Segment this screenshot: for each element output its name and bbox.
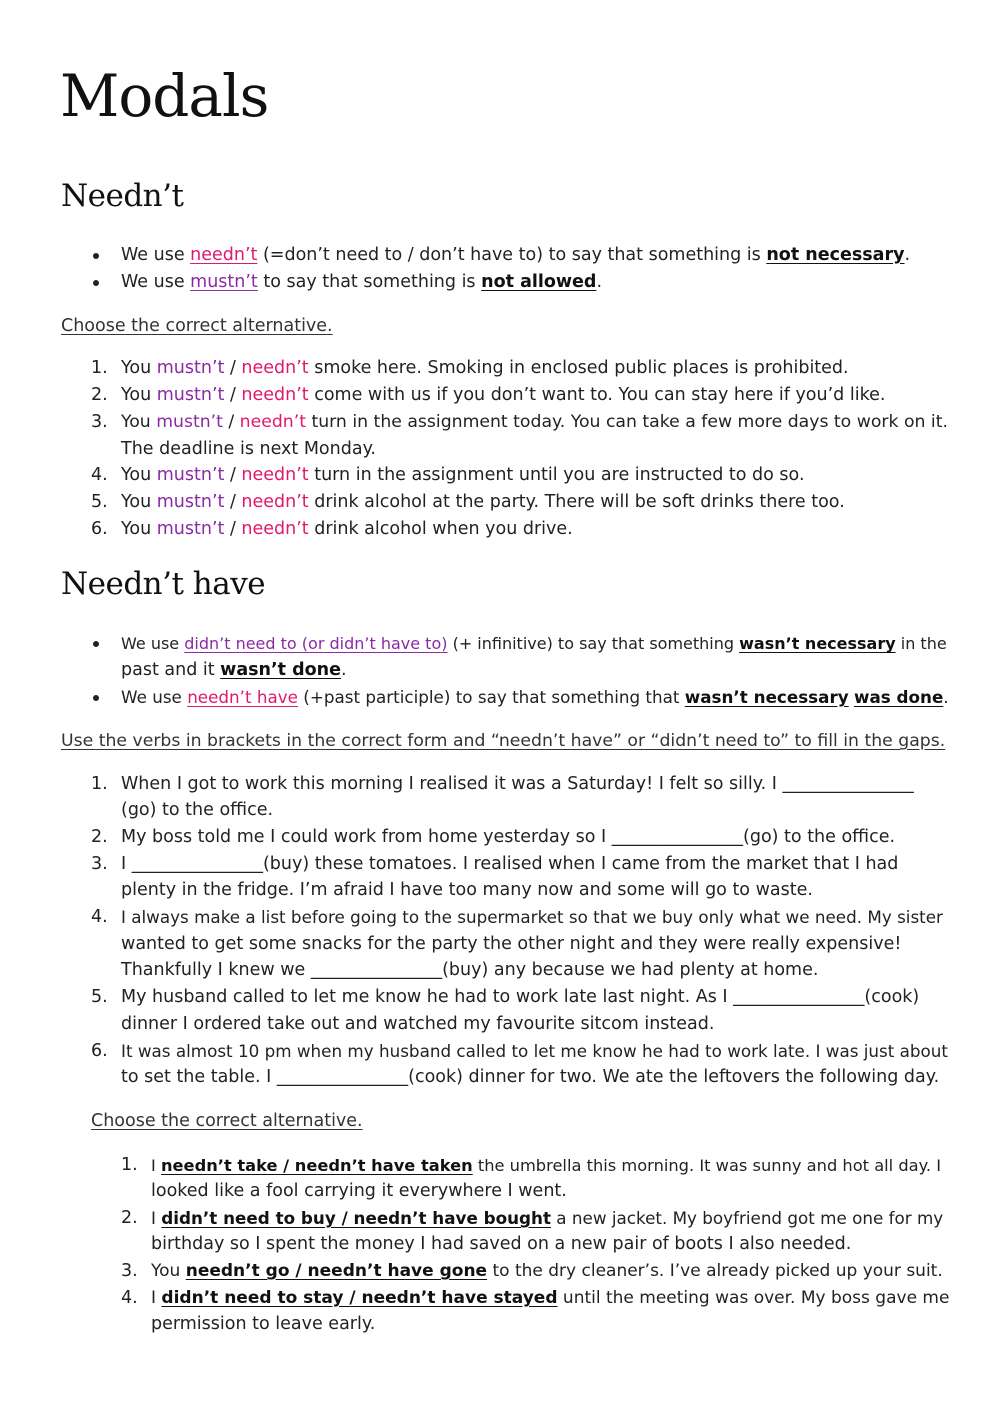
item-number: 1. — [121, 1155, 138, 1175]
item-number: 5. — [91, 492, 108, 512]
option-mustnt[interactable]: mustn’t — [156, 519, 225, 539]
bullet-icon — [93, 641, 99, 647]
alternative-options[interactable]: needn’t go / needn’t have gone — [185, 1261, 488, 1281]
list-item-continuation: looked like a fool carrying it everywhere I went. — [151, 1181, 567, 1201]
item-number: 6. — [91, 1041, 108, 1061]
item-number: 1. — [91, 358, 108, 378]
item-number: 2. — [121, 1208, 138, 1228]
list-item[interactable]: My husband called to let me know he had to work late last night. As I _______________(cook) — [121, 987, 920, 1007]
item-number: 6. — [91, 519, 108, 539]
list-item: You mustn’t / needn’t drink alcohol at the party. There will be soft drinks there too. — [121, 492, 845, 512]
option-neednt[interactable]: needn’t — [241, 492, 309, 512]
item-number: 5. — [91, 987, 108, 1007]
list-item-continuation: wanted to get some snacks for the party the other night and they were really expensive! — [121, 934, 902, 954]
item-number: 2. — [91, 385, 108, 405]
option-neednt[interactable]: needn’t — [241, 519, 309, 539]
option-mustnt[interactable]: mustn’t — [156, 358, 225, 378]
instruction-fill-gaps: Use the verbs in brackets in the correct form and “needn’t have” or “didn’t need to” to fill in the gaps. — [61, 731, 946, 751]
option-mustnt[interactable]: mustn’t — [156, 492, 225, 512]
item-number: 4. — [121, 1288, 138, 1308]
item-number: 2. — [91, 827, 108, 847]
option-neednt[interactable]: needn’t — [239, 412, 306, 432]
list-item-continuation: plenty in the fridge. I’m afraid I have too many now and some will go to waste. — [121, 880, 813, 900]
alternative-options[interactable]: needn’t take / needn’t have taken — [160, 1156, 473, 1175]
rule-bullet-3-continuation: past and it wasn’t done. — [121, 660, 347, 680]
option-mustnt[interactable]: mustn’t — [156, 385, 225, 405]
option-mustnt[interactable]: mustn’t — [156, 412, 223, 432]
option-neednt[interactable]: needn’t — [241, 465, 309, 485]
rule-bullet-3: We use didn’t need to (or didn’t have to) (+ infinitive) to say that something wasn’t necessary in the — [121, 634, 947, 653]
list-item: You mustn’t / needn’t turn in the assignment until you are instructed to do so. — [121, 465, 805, 485]
list-item-continuation[interactable]: to set the table. I _______________(cook) dinner for two. We ate the leftovers the following day. — [121, 1067, 940, 1087]
item-number: 1. — [91, 774, 108, 794]
option-neednt[interactable]: needn’t — [241, 385, 309, 405]
list-item-continuation: dinner I ordered take out and watched my favourite sitcom instead. — [121, 1014, 715, 1034]
list-item[interactable]: When I got to work this morning I realised it was a Saturday! I felt so silly. I _______________ — [121, 774, 914, 794]
list-item: I didn’t need to buy / needn’t have bought a new jacket. My boyfriend got me one for my — [151, 1208, 944, 1228]
option-neednt[interactable]: needn’t — [241, 358, 309, 378]
list-item: You mustn’t / needn’t drink alcohol when you drive. — [121, 519, 573, 539]
alternative-options[interactable]: didn’t need to stay / needn’t have stayed — [161, 1288, 558, 1308]
list-item-continuation: (go) to the office. — [121, 800, 274, 820]
rule-bullet-4: We use needn’t have (+past participle) to say that something that wasn’t necessary was done. — [121, 687, 949, 707]
bullet-icon — [93, 253, 99, 259]
list-item[interactable]: I _______________(buy) these tomatoes. I realised when I came from the market that I had — [121, 854, 899, 874]
list-item: You mustn’t / needn’t smoke here. Smoking in enclosed public places is prohibited. — [121, 358, 849, 378]
list-item[interactable]: My boss told me I could work from home yesterday so I _______________(go) to the office. — [121, 827, 896, 847]
item-number: 3. — [121, 1261, 138, 1281]
section-heading-neednt: Needn’t — [61, 178, 184, 214]
list-item: I didn’t need to stay / needn’t have stayed until the meeting was over. My boss gave me — [151, 1288, 950, 1308]
list-item-continuation[interactable]: Thankfully I knew we _______________(buy) any because we had plenty at home. — [121, 960, 819, 980]
list-item: I needn’t take / needn’t have taken the umbrella this morning. It was sunny and hot all day. I — [151, 1156, 942, 1175]
item-number: 4. — [91, 907, 108, 927]
bullet-icon — [93, 695, 99, 701]
instruction-choose-2: Choose the correct alternative. — [91, 1111, 363, 1131]
option-mustnt[interactable]: mustn’t — [156, 465, 225, 485]
rule-bullet-2: We use mustn’t to say that something is not allowed. — [121, 272, 603, 292]
list-item: It was almost 10 pm when my husband called to let me know he had to work late. I was just about — [121, 1041, 948, 1061]
item-number: 3. — [91, 854, 108, 874]
list-item: I always make a list before going to the supermarket so that we buy only what we need. My sister — [121, 907, 943, 927]
instruction-choose-1: Choose the correct alternative. — [61, 316, 333, 336]
list-item: You mustn’t / needn’t turn in the assignment today. You can take a few more days to work on it. — [121, 412, 948, 432]
list-item-continuation: birthday so I spent the money I had saved on a new pair of boots I also needed. — [151, 1234, 852, 1254]
rule-bullet-1: We use needn’t (=don’t need to / don’t have to) to say that something is not necessary. — [121, 245, 911, 265]
section-heading-neednt-have: Needn’t have — [61, 566, 266, 602]
list-item: You needn’t go / needn’t have gone to the dry cleaner’s. I’ve already picked up your suit. — [151, 1261, 943, 1281]
alternative-options[interactable]: didn’t need to buy / needn’t have bought — [161, 1208, 551, 1228]
page-title: Modals — [60, 62, 269, 130]
bullet-icon — [93, 280, 99, 286]
list-item-continuation: The deadline is next Monday. — [121, 439, 376, 459]
item-number: 3. — [91, 412, 108, 432]
list-item-continuation: permission to leave early. — [151, 1314, 376, 1334]
list-item: You mustn’t / needn’t come with us if you don’t want to. You can stay here if you’d like. — [121, 385, 886, 405]
item-number: 4. — [91, 465, 108, 485]
